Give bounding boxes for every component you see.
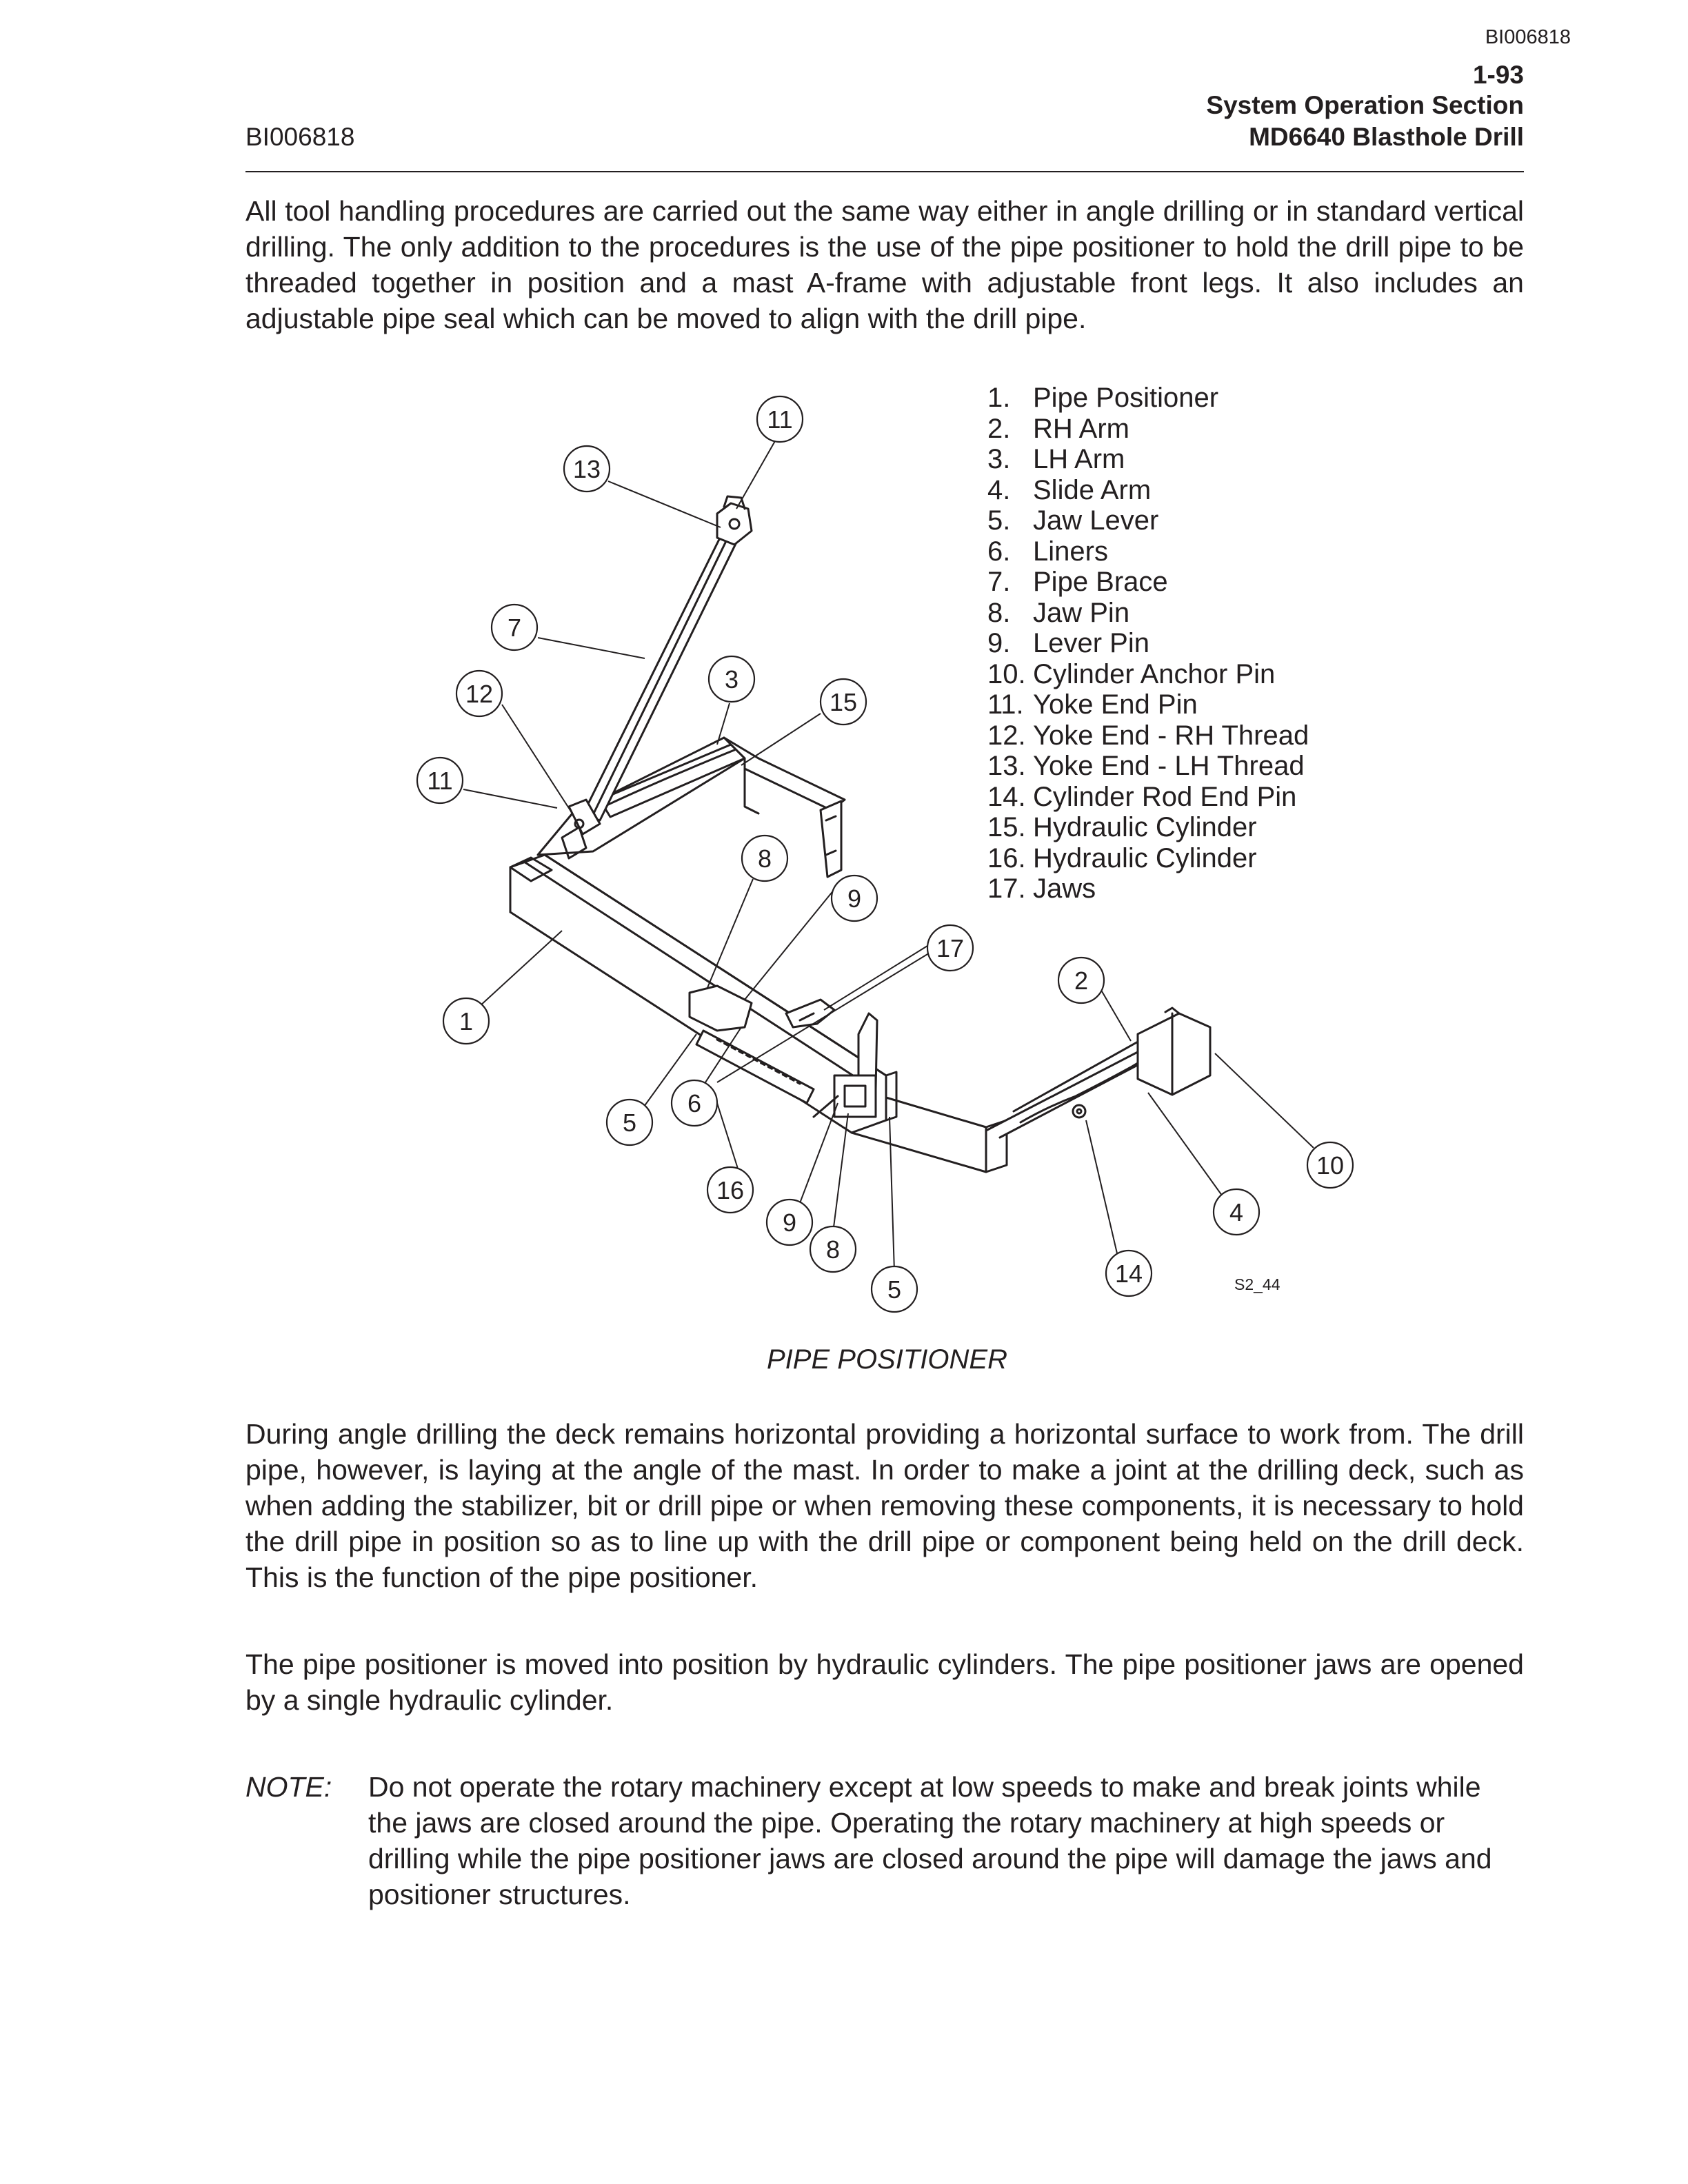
callout-5-left	[607, 1100, 652, 1145]
callout-4	[1214, 1189, 1259, 1235]
legend-item: 10. Cylinder Anchor Pin	[987, 658, 1276, 689]
callout-7	[492, 605, 537, 650]
callout-15	[821, 679, 866, 725]
legend-item: 17. Jaws	[987, 873, 1096, 904]
legend-item: 16. Hydraulic Cylinder	[987, 842, 1257, 873]
svg-text:1: 1	[459, 1007, 474, 1035]
callout-16	[707, 1167, 753, 1213]
svg-text:9: 9	[782, 1209, 797, 1237]
svg-text:8: 8	[757, 845, 772, 873]
callout-9-upper	[832, 876, 877, 921]
section-title: System Operation Section	[1206, 91, 1524, 119]
legend-item: 9. Lever Pin	[987, 628, 1149, 658]
parts-legend	[987, 383, 1309, 904]
svg-text:7: 7	[507, 614, 522, 642]
svg-text:4: 4	[1229, 1198, 1244, 1226]
svg-text:13: 13	[572, 455, 601, 483]
body-paragraph-hydraulics: The pipe positioner is moved into position by hydraulic cylinders. The pipe positioner jaws are opened by a single hydraulic cylinder.	[245, 1648, 1524, 1716]
figure-id: S2_44	[1234, 1275, 1280, 1293]
legend-item: 2. RH Arm	[987, 413, 1129, 444]
product-title: MD6640 Blasthole Drill	[1249, 123, 1524, 151]
callout-8-lower	[810, 1226, 856, 1272]
legend-item: 5. Jaw Lever	[987, 505, 1159, 536]
svg-text:6: 6	[687, 1089, 702, 1118]
svg-text:14: 14	[1114, 1260, 1143, 1288]
callout-11-left	[417, 758, 463, 803]
svg-text:9: 9	[847, 884, 862, 913]
legend-item: 4. Slide Arm	[987, 474, 1152, 505]
svg-text:15: 15	[829, 688, 858, 716]
svg-text:11: 11	[767, 405, 793, 434]
callout-1	[443, 998, 489, 1044]
svg-text:12: 12	[465, 680, 494, 708]
callout-13	[564, 446, 610, 492]
legend-item: 13. Yoke End - LH Thread	[987, 751, 1305, 781]
callout-12	[456, 671, 502, 716]
svg-text:5: 5	[887, 1275, 902, 1304]
legend-item: 11. Yoke End Pin	[987, 689, 1198, 720]
callout-11-top	[757, 396, 803, 442]
callout-3	[709, 656, 754, 702]
svg-text:8: 8	[825, 1235, 841, 1264]
figure-caption: PIPE POSITIONER	[767, 1344, 1007, 1375]
note-text: Do not operate the rotary machinery except at low speeds to make and break joints while the jaws are closed around the pipe. Operating the rotary machinery at high speeds or drilling while the pipe positioner jaws are closed around the pipe will damage the jaws and positioner structures.	[368, 1771, 1492, 1910]
callout-8-upper	[742, 836, 787, 881]
callout-6	[672, 1080, 717, 1126]
svg-text:2: 2	[1074, 967, 1089, 995]
legend-item: 14. Cylinder Rod End Pin	[987, 781, 1297, 812]
svg-text:11: 11	[427, 767, 453, 795]
legend-item: 3. LH Arm	[987, 444, 1125, 474]
svg-text:17: 17	[936, 934, 965, 962]
legend-item: 7. Pipe Brace	[987, 567, 1168, 597]
callout-5-bottom	[872, 1266, 917, 1312]
svg-text:5: 5	[622, 1109, 637, 1137]
legend-item: 6. Liners	[987, 536, 1108, 567]
callout-2	[1058, 958, 1104, 1003]
page-number: 1-93	[1472, 61, 1524, 89]
callout-9-lower	[767, 1200, 812, 1245]
document-id: BI006818	[245, 123, 355, 151]
corner-document-id: BI006818	[1485, 26, 1571, 48]
svg-text:16: 16	[716, 1176, 745, 1204]
legend-item: 1. Pipe Positioner	[987, 383, 1219, 413]
callout-14	[1106, 1251, 1152, 1296]
legend-item: 12. Yoke End - RH Thread	[987, 720, 1309, 751]
callout-17	[927, 925, 973, 971]
note-label: NOTE:	[245, 1771, 332, 1803]
callout-10	[1307, 1142, 1353, 1188]
legend-item: 15. Hydraulic Cylinder	[987, 812, 1257, 842]
svg-text:3: 3	[724, 665, 739, 694]
legend-item: 8. Jaw Pin	[987, 597, 1130, 628]
svg-text:10: 10	[1316, 1151, 1345, 1180]
intro-paragraph: All tool handling procedures are carried out the same way either in angle drilling or in standard vertical drilling. The only addition to the procedures is the use of the pipe positioner to hold the drill pipe to be threaded together in position and a mast A-frame with adjustable front legs. It also includes an adjustable pipe seal which can be moved to align with the drill pipe.	[245, 195, 1524, 334]
body-paragraph-angle-drilling: During angle drilling the deck remains horizontal providing a horizontal surface to work from. The drill pipe, however, is laying at the angle of the mast. In order to make a joint at the drilling deck, such as when adding the stabilizer, bit or drill pipe or when removing these components, it is necessary to hold the drill pipe in position so as to line up with the drill pipe or component being held on the drill deck. This is the function of the pipe positioner.	[245, 1418, 1524, 1593]
